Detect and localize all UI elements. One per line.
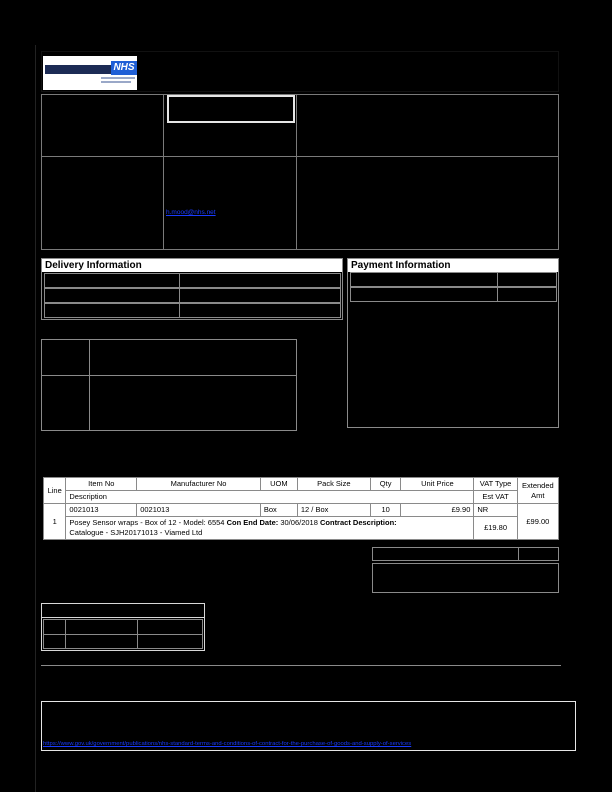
nhs-logo — [43, 56, 137, 90]
terms-link[interactable]: https://www.gov.uk/government/publications/nhs-standard-terms-and-conditions-of-contract-for-the-purchase-of-goods-and-supply-of-services — [43, 741, 412, 747]
payment-title: Payment Information — [348, 259, 558, 272]
totals-box — [372, 563, 559, 593]
item-no: 0021013 — [66, 504, 137, 517]
logo-subtext — [101, 77, 135, 79]
order-items-table — [43, 477, 559, 540]
delivery-row — [44, 273, 341, 288]
est-vat: £19.80 — [474, 517, 517, 540]
con-end-value: 30/06/2018 — [280, 518, 318, 527]
contract-value: Catalogue - SJH20171013 - Viamed Ltd — [69, 528, 203, 537]
payment-row — [350, 272, 557, 287]
info-grid-vline-2 — [296, 94, 297, 250]
unit-price: £9.90 — [401, 504, 474, 517]
manufacturer-no: 0021013 — [137, 504, 261, 517]
table-header-row — [44, 478, 559, 491]
notes-divider-h — [41, 375, 297, 376]
summary-grid — [43, 619, 203, 649]
summary-col-divider — [65, 620, 66, 648]
logo-bar — [45, 65, 111, 74]
logo-subtext — [101, 81, 131, 83]
col-qty-header: Qty — [370, 478, 401, 491]
payment-col-divider — [497, 272, 498, 302]
footer-separator — [41, 665, 561, 666]
supplier-email-link[interactable]: h.mood@nhs.net — [166, 209, 216, 216]
delivery-grid — [44, 273, 341, 318]
table-header-row — [44, 491, 559, 504]
totals-row — [372, 547, 559, 561]
logo-nhs-badge: NHS — [111, 61, 137, 75]
col-item-no-header: Item No — [66, 478, 137, 491]
description-text: Posey Sensor wraps - Box of 12 - Model: 6554 — [69, 518, 225, 527]
uom: Box — [260, 504, 297, 517]
col-vat-type-header: VAT Type — [474, 478, 517, 491]
line-number: 1 — [44, 504, 66, 540]
vat-type: NR — [474, 504, 517, 517]
notes-divider-v — [89, 339, 90, 431]
col-extended-header: Extended Amt — [517, 478, 558, 504]
summary-col-divider — [137, 620, 138, 648]
contract-label: Contract Description: — [319, 518, 397, 527]
table-row — [44, 504, 559, 517]
notes-box — [41, 339, 297, 431]
info-grid — [41, 94, 559, 250]
summary-hline — [41, 617, 205, 618]
pack-size: 12 / Box — [297, 504, 370, 517]
table-row — [44, 517, 559, 540]
item-description — [66, 517, 474, 540]
delivery-row — [44, 288, 341, 303]
col-est-vat-header: Est VAT — [474, 491, 517, 504]
payment-grid — [350, 272, 557, 302]
col-unit-price-header: Unit Price — [401, 478, 474, 491]
col-line-header: Line — [44, 478, 66, 504]
payment-row — [350, 287, 557, 302]
delivery-title: Delivery Information — [42, 259, 342, 272]
col-uom-header: UOM — [260, 478, 297, 491]
delivery-col-divider — [179, 273, 180, 318]
col-manufacturer-no-header: Manufacturer No — [137, 478, 261, 491]
extended-amount: £99.00 — [517, 504, 558, 540]
con-end-label: Con End Date: — [226, 518, 279, 527]
info-grid-vline-1 — [163, 94, 164, 250]
totals-divider — [518, 547, 519, 561]
qty: 10 — [370, 504, 401, 517]
delivery-row — [44, 303, 341, 318]
summary-row-divider — [44, 634, 202, 635]
col-pack-size-header: Pack Size — [297, 478, 370, 491]
col-description-header: Description — [66, 491, 474, 504]
order-number-box — [167, 95, 295, 123]
info-grid-hline — [41, 156, 559, 157]
